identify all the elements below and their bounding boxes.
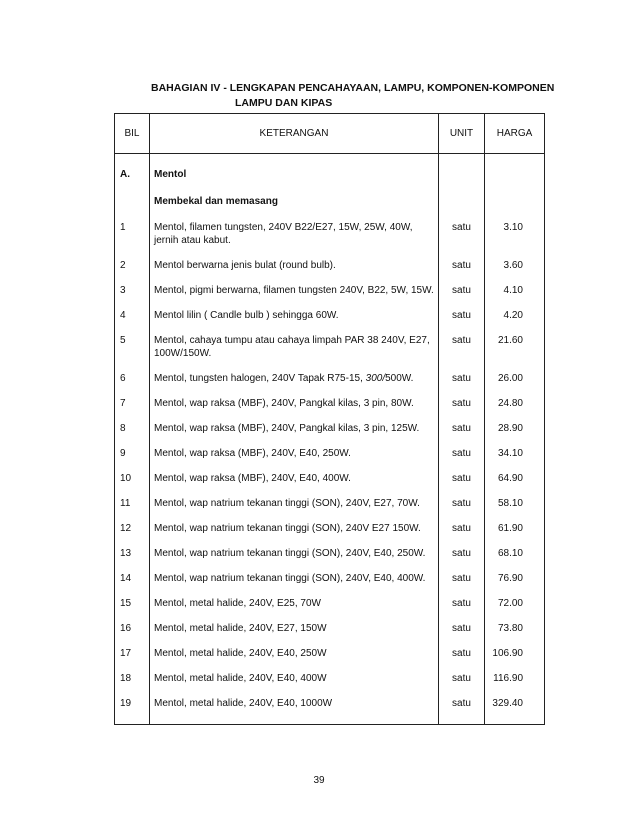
row-bil: 17 [115, 647, 150, 660]
table-row [115, 221, 545, 247]
row-bil: 14 [115, 572, 150, 585]
row-harga: 106.90 [485, 647, 545, 660]
table-row [115, 422, 545, 435]
row-unit: satu [439, 422, 485, 435]
row-harga: 68.10 [485, 547, 545, 560]
row-keterangan: Mentol berwarna jenis bulat (round bulb). [150, 259, 439, 272]
table-row [115, 572, 545, 585]
row-harga: 34.10 [485, 447, 545, 460]
row-bil: 8 [115, 422, 150, 435]
row-harga: 116.90 [485, 672, 545, 685]
table-row [115, 497, 545, 510]
row-keterangan: Mentol, wap natrium tekanan tinggi (SON), 240V E27 150W. [150, 522, 439, 535]
heading-line-1: BAHAGIAN IV - LENGKAPAN PENCAHAYAAN, LAMPU, KOMPONEN-KOMPONEN [151, 82, 555, 94]
header-bil: BIL [115, 114, 150, 154]
row-bil: 5 [115, 334, 150, 360]
table-row [115, 334, 545, 360]
table-row [115, 372, 545, 385]
table-row [115, 597, 545, 610]
row-unit: satu [439, 697, 485, 710]
row-harga: 61.90 [485, 522, 545, 535]
row-harga: 3.10 [485, 221, 545, 247]
table-row [115, 447, 545, 460]
row-bil: 16 [115, 622, 150, 635]
row-keterangan: Mentol, metal halide, 240V, E40, 250W [150, 647, 439, 660]
table-row [115, 284, 545, 297]
row-bil: 3 [115, 284, 150, 297]
row-harga: 329.40 [485, 697, 545, 710]
row-keterangan: Mentol, metal halide, 240V, E25, 70W [150, 597, 439, 610]
row-bil: 1 [115, 221, 150, 247]
row-keterangan: Mentol, wap raksa (MBF), 240V, E40, 400W. [150, 472, 439, 485]
row-bil: 9 [115, 447, 150, 460]
row-bil: 12 [115, 522, 150, 535]
row-harga: 4.20 [485, 309, 545, 322]
table-row [115, 697, 545, 710]
row-keterangan: Mentol, wap raksa (MBF), 240V, E40, 250W. [150, 447, 439, 460]
row-keterangan: Mentol, wap raksa (MBF), 240V, Pangkal kilas, 3 pin, 80W. [150, 397, 439, 410]
row-keterangan-suffix: 500W. [385, 373, 414, 384]
row-keterangan [150, 372, 439, 385]
row-keterangan: Mentol, metal halide, 240V, E40, 400W [150, 672, 439, 685]
row-unit: satu [439, 622, 485, 635]
row-harga: 72.00 [485, 597, 545, 610]
row-bil: 6 [115, 372, 150, 385]
row-harga: 4.10 [485, 284, 545, 297]
row-keterangan: Mentol, wap natrium tekanan tinggi (SON), 240V, E40, 400W. [150, 572, 439, 585]
row-unit: satu [439, 397, 485, 410]
section-code: A. [115, 168, 150, 181]
row-keterangan: Mentol, metal halide, 240V, E40, 1000W [150, 697, 439, 710]
row-unit: satu [439, 334, 485, 360]
row-harga: 24.80 [485, 397, 545, 410]
row-keterangan-text: Mentol, tungsten halogen, 240V Tapak R75-15, [154, 373, 366, 384]
header-unit: UNIT [439, 114, 485, 154]
header-harga: HARGA [485, 114, 545, 154]
row-bil: 11 [115, 497, 150, 510]
row-bil: 10 [115, 472, 150, 485]
table-row [115, 622, 545, 635]
row-unit: satu [439, 497, 485, 510]
table-header-row [115, 114, 545, 154]
row-harga: 73.80 [485, 622, 545, 635]
table-row [115, 472, 545, 485]
row-keterangan: Mentol, metal halide, 240V, E27, 150W [150, 622, 439, 635]
row-bil: 2 [115, 259, 150, 272]
heading-line-2: LAMPU DAN KIPAS [235, 97, 333, 109]
row-unit: satu [439, 647, 485, 660]
row-harga: 58.10 [485, 497, 545, 510]
table-row [115, 672, 545, 685]
row-unit: satu [439, 284, 485, 297]
table-row [115, 647, 545, 660]
table-row [115, 259, 545, 272]
row-keterangan: Mentol, filamen tungsten, 240V B22/E27, 15W, 25W, 40W, jernih atau kabut. [150, 221, 439, 247]
page-number: 39 [313, 775, 325, 786]
table-row [115, 522, 545, 535]
row-keterangan: Mentol, pigmi berwarna, filamen tungsten 240V, B22, 5W, 15W. [150, 284, 439, 297]
row-keterangan: Mentol, wap natrium tekanan tinggi (SON), 240V, E40, 250W. [150, 547, 439, 560]
row-harga: 76.90 [485, 572, 545, 585]
row-bil: 19 [115, 697, 150, 710]
row-keterangan-italic: 300/ [365, 373, 386, 384]
section-heading [151, 81, 571, 111]
row-unit: satu [439, 522, 485, 535]
row-harga: 28.90 [485, 422, 545, 435]
row-harga: 21.60 [485, 334, 545, 360]
price-table [114, 113, 545, 725]
row-bil: 15 [115, 597, 150, 610]
row-harga: 64.90 [485, 472, 545, 485]
section-title: Mentol [150, 168, 439, 181]
section-subtitle: Membekal dan memasang [150, 195, 439, 208]
row-unit: satu [439, 572, 485, 585]
row-unit: satu [439, 309, 485, 322]
row-unit: satu [439, 372, 485, 385]
row-bil: 7 [115, 397, 150, 410]
row-harga: 26.00 [485, 372, 545, 385]
row-unit: satu [439, 447, 485, 460]
row-bil: 18 [115, 672, 150, 685]
table-body [115, 154, 545, 725]
row-unit: satu [439, 672, 485, 685]
row-harga: 3.60 [485, 259, 545, 272]
row-unit: satu [439, 547, 485, 560]
header-keterangan: KETERANGAN [150, 114, 439, 154]
row-keterangan: Mentol, wap natrium tekanan tinggi (SON), 240V, E27, 70W. [150, 497, 439, 510]
row-bil: 13 [115, 547, 150, 560]
row-unit: satu [439, 221, 485, 247]
row-bil: 4 [115, 309, 150, 322]
table-row [115, 547, 545, 560]
section-row [115, 168, 545, 181]
row-unit: satu [439, 259, 485, 272]
row-keterangan: Mentol lilin ( Candle bulb ) sehingga 60W. [150, 309, 439, 322]
table-row [115, 397, 545, 410]
row-keterangan: Mentol, cahaya tumpu atau cahaya limpah PAR 38 240V, E27, 100W/150W. [150, 334, 439, 360]
row-unit: satu [439, 597, 485, 610]
table-row [115, 309, 545, 322]
row-keterangan: Mentol, wap raksa (MBF), 240V, Pangkal kilas, 3 pin, 125W. [150, 422, 439, 435]
subsection-row [115, 195, 545, 208]
row-unit: satu [439, 472, 485, 485]
